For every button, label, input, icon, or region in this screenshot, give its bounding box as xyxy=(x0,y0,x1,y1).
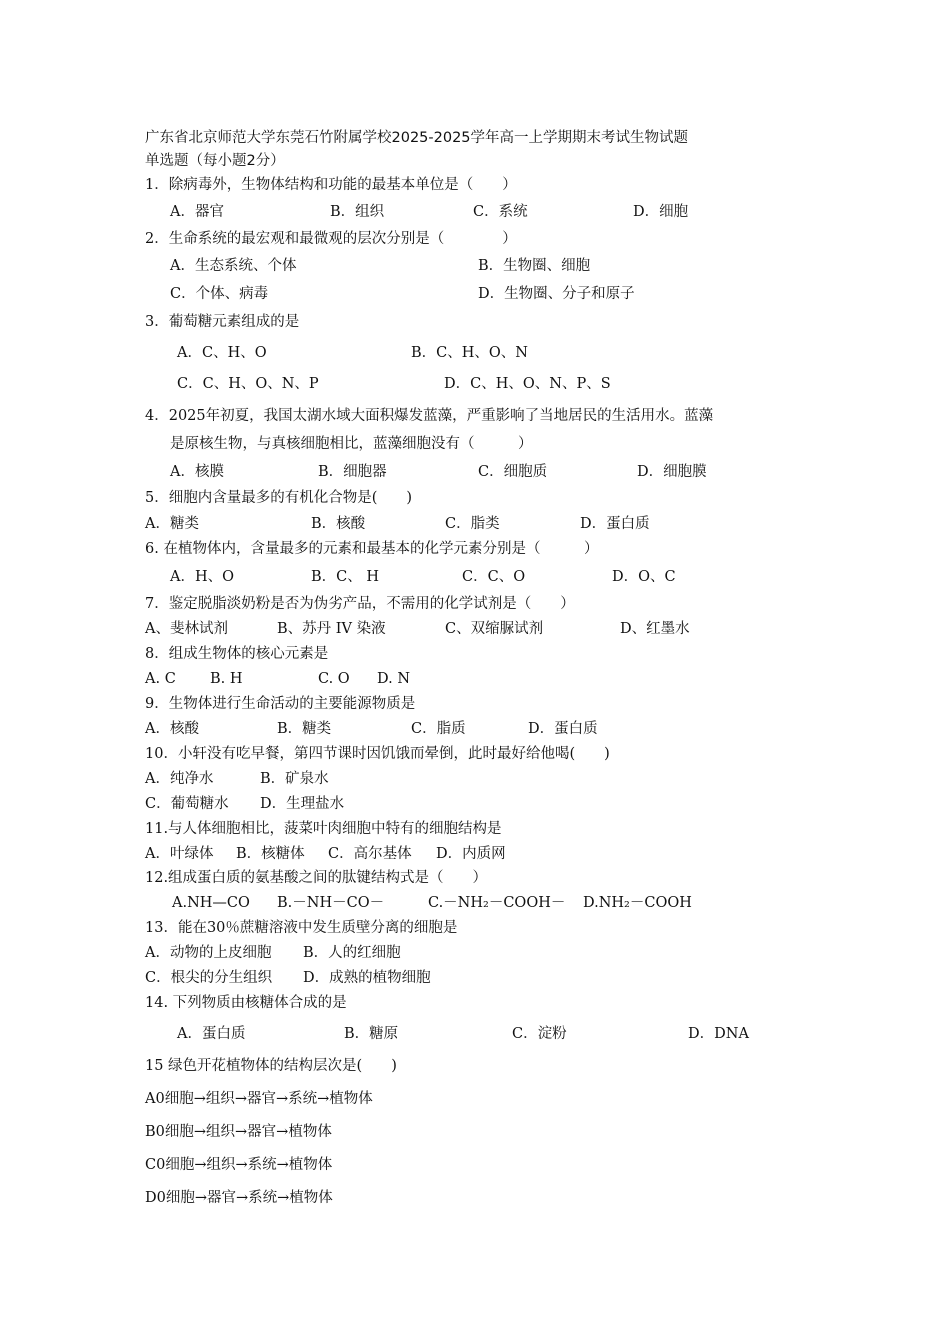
option-a: A．叶绿体 xyxy=(145,846,214,862)
option-a: A．生态系统、个体 xyxy=(170,258,297,274)
option-a: A．动物的上皮细胞 xyxy=(145,945,272,961)
option-a: A．核酸 xyxy=(145,721,199,737)
option-d: D．成熟的植物细胞 xyxy=(303,970,431,986)
question-stem: 2．生命系统的最宏观和最微观的层次分别是（ ） xyxy=(145,231,517,247)
option-d: D．细胞 xyxy=(633,204,689,220)
option-c: C．葡萄糖水 xyxy=(145,796,229,812)
option-a: A．C、H、O xyxy=(177,345,267,361)
question-stem: 15 绿色开花植物体的结构层次是( ) xyxy=(145,1058,397,1074)
option-a: A. C xyxy=(145,671,176,687)
question-stem: 9．生物体进行生命活动的主要能源物质是 xyxy=(145,696,416,712)
question-stem-continued: 是原核生物，与真核细胞相比，蓝藻细胞没有（ ） xyxy=(170,436,533,452)
question-stem: 6. 在植物体内，含量最多的元素和最基本的化学元素分别是（ ） xyxy=(145,541,599,557)
option-d: D、红墨水 xyxy=(620,621,690,637)
option-d: D．O、C xyxy=(612,569,676,585)
option-b: B．核糖体 xyxy=(236,846,305,862)
option-c: C、双缩脲试剂 xyxy=(445,621,544,637)
option-d: D. N xyxy=(377,671,411,687)
option-c: C．脂质 xyxy=(411,721,466,737)
option-d: D．C、H、O、N、P、S xyxy=(444,376,611,392)
option-d: D．内质网 xyxy=(436,846,506,862)
option-b: B．细胞器 xyxy=(318,464,387,480)
option-c: C．个体、病毒 xyxy=(170,286,269,302)
option-c: C.－NH₂－COOH－ xyxy=(428,895,566,911)
option-c: C0细胞→组织→系统→植物体 xyxy=(145,1157,333,1173)
option-b: B．糖类 xyxy=(277,721,332,737)
option-d: D．蛋白质 xyxy=(580,516,650,532)
question-stem: 14. 下列物质由核糖体合成的是 xyxy=(145,995,347,1011)
option-b: B．矿泉水 xyxy=(260,771,329,787)
option-a: A．核膜 xyxy=(170,464,224,480)
option-a: A．H、O xyxy=(170,569,235,585)
option-c: C．淀粉 xyxy=(512,1026,567,1042)
option-d: D．细胞膜 xyxy=(637,464,707,480)
option-c: C．高尔基体 xyxy=(328,846,412,862)
question-stem: 7．鉴定脱脂淡奶粉是否为伪劣产品，不需用的化学试剂是（ ） xyxy=(145,596,575,612)
option-c: C．脂类 xyxy=(445,516,500,532)
option-a: A．器官 xyxy=(170,204,224,220)
option-c: C. O xyxy=(318,671,350,687)
option-b: B．C、H、O、N xyxy=(411,345,528,361)
option-b: B. H xyxy=(210,671,243,687)
section-heading: 单选题（每小题2分） xyxy=(145,153,285,169)
option-b: B．糖原 xyxy=(344,1026,399,1042)
option-d: D.NH₂－COOH xyxy=(583,895,692,911)
option-b: B．生物圈、细胞 xyxy=(478,258,591,274)
question-stem: 8．组成生物体的核心元素是 xyxy=(145,646,329,662)
option-c: C．根尖的分生组织 xyxy=(145,970,273,986)
option-a: A.NH—CO xyxy=(172,895,250,911)
question-stem: 11.与人体细胞相比，菠菜叶肉细胞中特有的细胞结构是 xyxy=(145,821,502,837)
option-d: D．DNA xyxy=(688,1026,749,1042)
question-stem: 3．葡萄糖元素组成的是 xyxy=(145,314,300,330)
question-stem: 12.组成蛋白质的氨基酸之间的肽键结构式是（ ） xyxy=(145,870,488,886)
option-c: C．C、O xyxy=(462,569,526,585)
question-stem: 10．小轩没有吃早餐，第四节课时因饥饿而晕倒，此时最好给他喝( ) xyxy=(145,746,610,762)
option-b: B、苏丹 IV 染液 xyxy=(277,621,386,637)
option-b: B0细胞→组织→器官→植物体 xyxy=(145,1124,332,1140)
option-d: D0细胞→器官→系统→植物体 xyxy=(145,1190,333,1206)
option-c: C．细胞质 xyxy=(478,464,548,480)
question-stem: 13．能在30％蔗糖溶液中发生质壁分离的细胞是 xyxy=(145,920,458,936)
option-a: A．蛋白质 xyxy=(177,1026,246,1042)
option-b: B．C、 H xyxy=(311,569,380,585)
option-d: D．蛋白质 xyxy=(528,721,598,737)
question-stem: 1．除病毒外，生物体结构和功能的最基本单位是（ ） xyxy=(145,177,517,193)
option-d: D．生理盐水 xyxy=(260,796,345,812)
question-stem: 4．2025年初夏，我国太湖水域大面积爆发蓝藻，严重影响了当地居民的生活用水。蓝藻 xyxy=(145,408,714,424)
option-c: C．C、H、O、N、P xyxy=(177,376,319,392)
option-b: B．人的红细胞 xyxy=(303,945,401,961)
option-b: B．组织 xyxy=(330,204,385,220)
option-a: A、斐林试剂 xyxy=(145,621,228,637)
option-a: A0细胞→组织→器官→系统→植物体 xyxy=(145,1091,373,1107)
document-title: 广东省北京师范大学东莞石竹附属学校2025-2025学年高一上学期期末考试生物试题 xyxy=(145,130,689,146)
option-a: A．糖类 xyxy=(145,516,199,532)
option-d: D．生物圈、分子和原子 xyxy=(478,286,635,302)
option-b: B．核酸 xyxy=(311,516,366,532)
question-stem: 5．细胞内含量最多的有机化合物是( ) xyxy=(145,490,413,506)
option-a: A．纯净水 xyxy=(145,771,214,787)
option-b: B.－NH－CO－ xyxy=(277,895,385,911)
option-c: C．系统 xyxy=(473,204,528,220)
